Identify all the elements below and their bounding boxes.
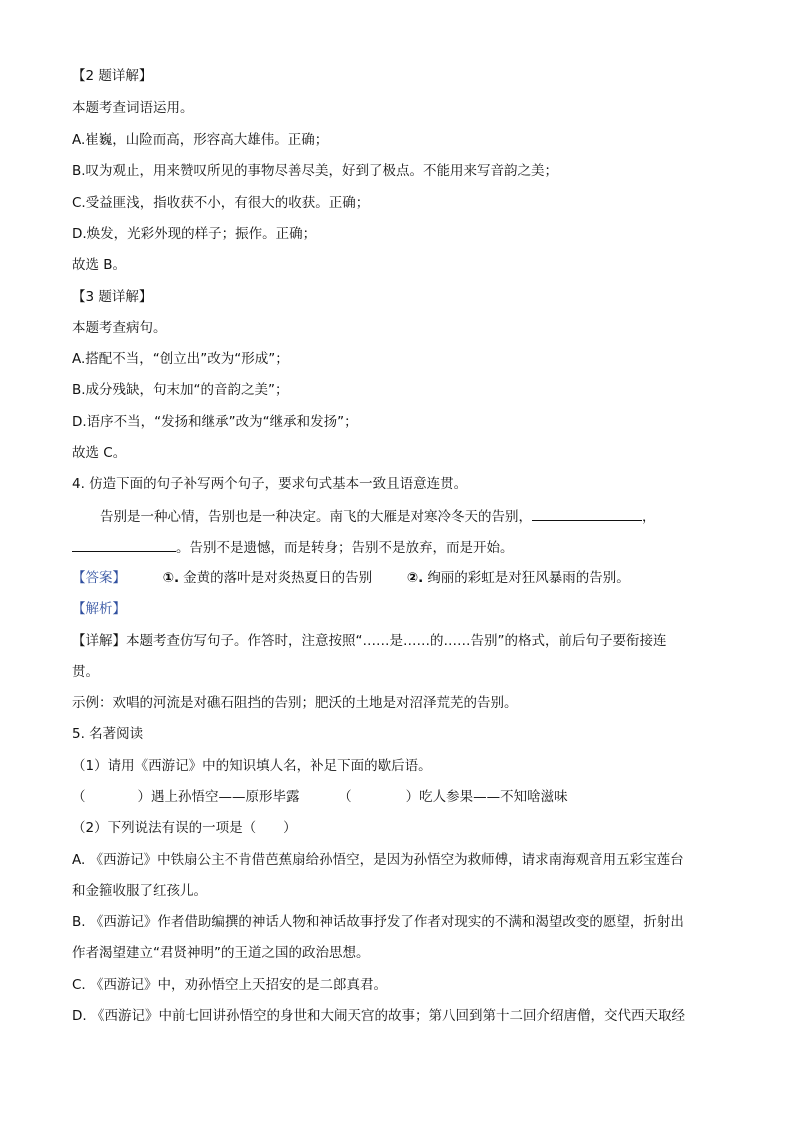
q2-intro: 本题考查词语运用。 [72, 100, 194, 116]
q2-header: 【2 题详解】 [72, 68, 153, 84]
q2-answer: 故选 B。 [72, 257, 127, 273]
q5-option-b-line1: B. 《西游记》作者借助编撰的神话人物和神话故事抒发了作者对现实的不满和渴望改变的愿望，折射出 [72, 914, 684, 930]
q4-question: 4. 仿造下面的句子补写两个句子，要求句式基本一致且语意连贯。 [72, 476, 468, 492]
q4-example: 示例：欢唱的河流是对礁石阻挡的告别；肥沃的土地是对沼泽荒芜的告别。 [72, 695, 518, 711]
fill1-close: ）遇上孙悟空——原形毕露 [137, 789, 300, 805]
fill1-open: （ [72, 789, 86, 805]
q3-header: 【3 题详解】 [72, 289, 153, 305]
q4-detail-line2: 贯。 [72, 664, 99, 680]
q4-text1: 告别是一种心情，告别也是一种决定。南飞的大雁是对寒冷冬天的告别， [100, 509, 532, 525]
q5-fill-row [72, 787, 568, 807]
answer-1: 金黄的落叶是对炎热夏日的告别 [183, 570, 373, 586]
answer-2: 绚丽的彩虹是对狂风暴雨的告别。 [427, 570, 630, 586]
q5-option-d: D. 《西游记》中前七回讲孙悟空的身世和大闹天宫的故事；第八回到第十二回介绍唐僧，交代西天取经 [72, 1008, 685, 1024]
answer-number-1: ①. [162, 570, 180, 586]
q3-intro: 本题考查病句。 [72, 320, 167, 336]
answer-blank-2[interactable] [72, 537, 176, 552]
q4-text2: 。告别不是遗憾，而是转身；告别不是放弃，而是开始。 [176, 540, 514, 556]
q5-option-c: C. 《西游记》中，劝孙悟空上天招安的是二郎真君。 [72, 977, 388, 993]
q2-option-d: D.焕发，光彩外现的样子；振作。正确； [72, 226, 317, 242]
q5-part1: （1）请用《西游记》中的知识填人名，补足下面的歇后语。 [72, 758, 432, 774]
q3-option-b: B.成分残缺，句末加“的音韵之美”； [72, 382, 289, 398]
analysis-label: 【解析】 [72, 601, 126, 617]
q2-option-b: B.叹为观止，用来赞叹所见的事物尽善尽美，好到了极点。不能用来写音韵之美； [72, 163, 559, 179]
q5-option-b-line2: 作者渴望建立“君贤神明”的王道之国的政治思想。 [72, 945, 370, 961]
q3-option-d: D.语序不当，“发扬和继承”改为“继承和发扬”； [72, 414, 358, 430]
q5-part2: （2）下列说法有误的一项是（ ） [72, 820, 297, 836]
fill2-close: ）吃人参果——不知啥滋味 [405, 789, 568, 805]
q4-text-line1 [100, 506, 656, 527]
answer-blank-1[interactable] [532, 506, 642, 521]
q4-detail-line1: 【详解】本题考查仿写句子。作答时，注意按照“……是……的……告别”的格式，前后句子要衔接连 [72, 633, 667, 649]
q4-answer-row [72, 568, 630, 588]
q5-option-a-line2: 和金箍收服了红孩儿。 [72, 883, 207, 899]
q5-option-a-line1: A. 《西游记》中铁扇公主不肯借芭蕉扇给孙悟空，是因为孙悟空为救师傅，请求南海观音用五彩宝莲台 [72, 852, 684, 868]
q3-option-a: A.搭配不当，“创立出”改为“形成”； [72, 351, 289, 367]
q2-option-a: A.崔巍，山险而高，形容高大雄伟。正确； [72, 132, 329, 148]
q5-title: 5. 名著阅读 [72, 726, 144, 742]
q2-option-c: C.受益匪浅，指收获不小，有很大的收获。正确； [72, 195, 370, 211]
answer-number-2: ②. [406, 570, 424, 586]
q3-answer: 故选 C。 [72, 445, 127, 461]
q4-comma: ， [642, 509, 656, 525]
q4-text-line2 [72, 537, 514, 558]
fill2-open: （ [338, 789, 352, 805]
answer-label: 【答案】 [72, 570, 126, 586]
